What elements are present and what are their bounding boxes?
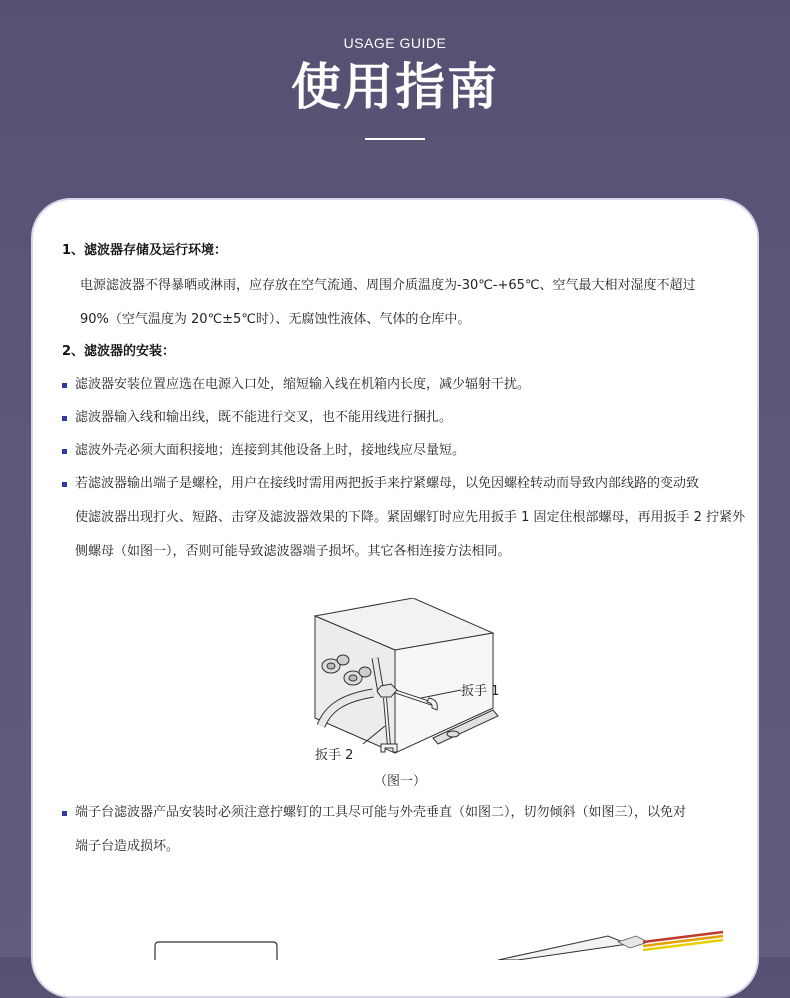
figure-2-partial (153, 940, 283, 960)
page-header (0, 0, 790, 200)
guide-card (31, 198, 759, 998)
install-item-2: 滤波器输入线和输出线，既不能进行交叉，也不能用线进行捆扎。 (75, 410, 453, 425)
install-item-1: 滤波器安装位置应选在电源入口处，缩短输入线在机箱内长度，减少辐射干扰。 (75, 377, 531, 392)
section1-text-line2: 90%（空气温度为 20℃±5℃时）、无腐蚀性液体、气体的仓库中。 (80, 312, 471, 327)
bullet-icon (62, 449, 67, 454)
page-title: 使用指南 (291, 58, 499, 116)
section1-text-line1: 电源滤波器不得暴晒或淋雨，应存放在空气流通、周围介质温度为-30℃-+65℃、空气最大相对湿度不超过 (80, 278, 696, 293)
install-item-5-line1: 端子台滤波器产品安装时必须注意拧螺钉的工具尽可能与外壳垂直（如图二），切勿倾斜（如图三），以免对 (75, 805, 687, 820)
install-item-4-line2: 使滤波器出现打火、短路、击穿及滤波器效果的下降。紧固螺钉时应先用扳手 1 固定住根部螺母，再用扳手 2 拧紧外 (75, 510, 746, 525)
install-item-5-line2: 端子台造成损坏。 (75, 839, 180, 854)
bullet-icon (62, 416, 67, 421)
figure-1 (303, 598, 533, 772)
install-item-4-line3: 侧螺母（如图一），否则可能导致滤波器端子损坏。其它各相连接方法相同。 (75, 544, 511, 559)
section2-heading: 2、滤波器的安装： (62, 344, 176, 359)
wrench-1-label: 扳手 1 (461, 684, 500, 699)
figure-1-caption: （图一） (374, 774, 427, 789)
install-item-3: 滤波外壳必须大面积接地；连接到其他设备上时，接地线应尽量短。 (75, 443, 466, 458)
bullet-icon (62, 811, 67, 816)
install-item-4-line1: 若滤波器输出端子是螺栓，用户在接线时需用两把扳手来拧紧螺母，以免因螺栓转动而导致内部线路的变动致 (75, 476, 700, 491)
section1-heading: 1、滤波器存储及运行环境： (62, 243, 228, 258)
bullet-icon (62, 482, 67, 487)
figure-3-partial (498, 930, 728, 960)
title-divider (365, 138, 425, 140)
header-subtitle: USAGE GUIDE (343, 35, 447, 51)
wrench-2-label: 扳手 2 (315, 748, 354, 763)
bullet-icon (62, 383, 67, 388)
